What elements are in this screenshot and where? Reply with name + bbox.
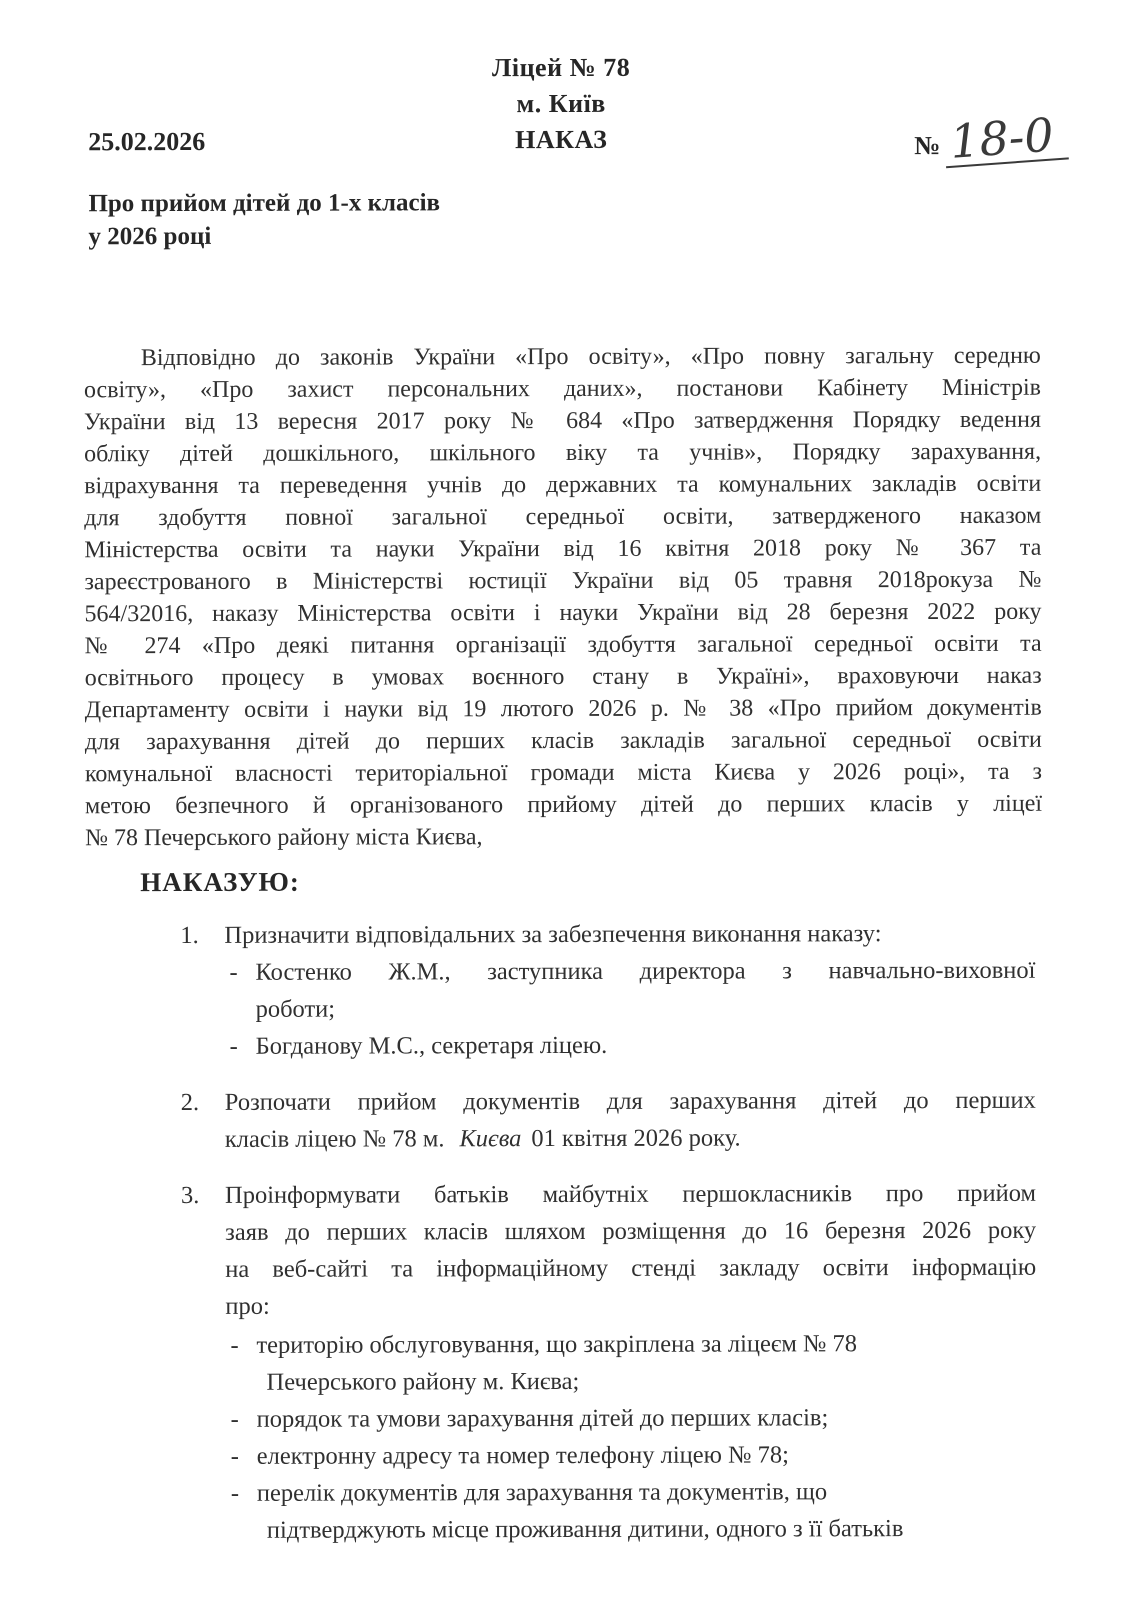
- bullet-dash: -: [230, 1331, 239, 1359]
- bullet-dash: -: [230, 1479, 240, 1507]
- bullet-text: [256, 1325, 1036, 1401]
- item3-bullet-1: [225, 1325, 1036, 1401]
- item1-subitem-1: [224, 952, 1035, 1028]
- institution-city: м. Київ: [516, 88, 606, 119]
- bullet-dash: -: [230, 1405, 239, 1433]
- institution-name: Ліцей № 78: [491, 52, 631, 83]
- order-items: [85, 915, 1037, 1568]
- bullet-text: [257, 1473, 1037, 1549]
- preamble-line: відрахування та переведення учнів до державних та комунальних закладів освіти: [84, 470, 1042, 500]
- item2-line2-pre: класів ліцею № 78 м.: [224, 1125, 445, 1153]
- item3-line-1: Проінформувати батьків майбутніх першокласників про прийом: [224, 1179, 1037, 1209]
- item2-line-2: [225, 1119, 1036, 1158]
- document-date: 25.02.2026: [88, 126, 206, 157]
- order-item-2: [86, 1082, 1036, 1158]
- subject-block: [88, 186, 440, 253]
- item-number: 2.: [180, 1088, 200, 1117]
- item3-line-3: на веб-сайті та інформаційному стенді закладу освіти інформацію: [225, 1253, 1037, 1283]
- order-item-3: [86, 1175, 1037, 1549]
- item-number: 3.: [180, 1181, 200, 1210]
- subitem-text: [255, 952, 1035, 1028]
- preamble-line: України від 13 вересня 2017 року № 684 «Про затвердження Порядку ведення: [83, 406, 1042, 436]
- item3-bullet-2: [226, 1399, 1037, 1438]
- item-body: [225, 1082, 1036, 1158]
- document-type: НАКАЗ: [515, 124, 608, 155]
- number-handwritten-value: 18-0: [943, 111, 1069, 168]
- bullet-line: підтверджують місце проживання дитини, одного з її батьків: [266, 1515, 904, 1544]
- order-item-1: [85, 915, 1035, 1065]
- item2-line2-city: Києва: [459, 1125, 522, 1153]
- preamble-line: обліку дітей дошкільного, шкільного віку та учнів», Порядку зарахування,: [84, 438, 1042, 468]
- bullet-dash: -: [229, 1032, 238, 1060]
- item1-head: Призначити відповідальних за забезпечення виконання наказу:: [224, 920, 882, 949]
- bullet-line: Печерського району м. Києва;: [266, 1367, 580, 1396]
- preamble-line: 564/32016, наказу Міністерства освіти і науки України від 28 березня 2022 року: [84, 598, 1042, 628]
- bullet-dash: -: [230, 1442, 239, 1470]
- item1-subitem-2: [225, 1026, 1036, 1065]
- item3-bullet-3: [226, 1436, 1037, 1475]
- item3-line-2: заяв до перших класів шляхом розміщення до 16 березня 2026 року: [225, 1216, 1037, 1246]
- preamble-line: метою безпечного й організованого прийому дітей до перших класів у ліцеї: [84, 790, 1043, 820]
- item-number: 1.: [180, 921, 199, 950]
- bullet-text: електронну адресу та номер телефону ліцею № 78;: [256, 1441, 789, 1470]
- item3-line-4: про:: [225, 1292, 270, 1320]
- preamble-line: Департаменту освіти і науки від 19 лютого 2026 р. № 38 «Про прийом документів: [84, 694, 1042, 724]
- subitem-text: Богданову М.С., секретаря ліцею.: [255, 1031, 608, 1060]
- preamble-line: № 274 «Про деякі питання організації здобуття загальної середньої освіти та: [84, 630, 1042, 660]
- item3-bullet-4: [226, 1473, 1037, 1549]
- preamble-line: Відповідно до законів України «Про освіту», «Про повну загальну середню: [140, 342, 1041, 372]
- preamble-line: освітнього процесу в умовах воєнного стану в Україні», враховуючи наказ: [84, 662, 1042, 692]
- preamble-line: для зарахування дітей до перших класів закладів загальної середньої освіти: [84, 726, 1042, 756]
- subitem-line: роботи;: [255, 995, 336, 1023]
- preamble-line: комунальної власності територіальної громади міста Києва у 2026 році», та з: [84, 758, 1042, 788]
- preamble-line: № 78 Печерського району міста Києва,: [85, 824, 483, 852]
- document-number: [914, 103, 1094, 169]
- subject-line-1: Про прийом дітей до 1-х класів: [88, 189, 441, 218]
- item-body: [225, 1175, 1037, 1549]
- preamble-line: освіту», «Про захист персональних даних», постанови Кабінету Міністрів: [83, 374, 1041, 404]
- bullet-line: територію обслуговування, що закріплена за ліцеєм № 78: [256, 1330, 858, 1359]
- preamble-line: для здобуття повної загальної середньої освіти, затвердженого наказом: [84, 502, 1042, 532]
- item2-line2-post: 01 квітня 2026 року.: [531, 1124, 741, 1153]
- decree-word: НАКАЗУЮ:: [140, 866, 300, 898]
- preamble-line: зареєстрованого в Міністерстві юстиції України від 05 травня 2018рокуза №: [84, 566, 1042, 596]
- item2-line-1: Розпочати прийом документів для зарахування дітей до перших: [224, 1086, 1036, 1116]
- number-sign: №: [914, 131, 941, 161]
- bullet-line: перелік документів для зарахування та документів, що: [256, 1478, 828, 1507]
- preamble-paragraph: [84, 340, 1042, 855]
- subitem-line: Костенко Ж.М., заступника директора з навчально-виховної: [255, 956, 1036, 986]
- item-body: [224, 915, 1035, 1065]
- subject-line-2: у 2026 році: [88, 222, 212, 251]
- bullet-text: порядок та умови зарахування дітей до перших класів;: [256, 1404, 829, 1433]
- item3-bullets: [225, 1325, 1037, 1549]
- bullet-dash: -: [229, 958, 238, 986]
- preamble-line: Міністерства освіти та науки України від 16 квітня 2018 року № 367 та: [84, 534, 1042, 564]
